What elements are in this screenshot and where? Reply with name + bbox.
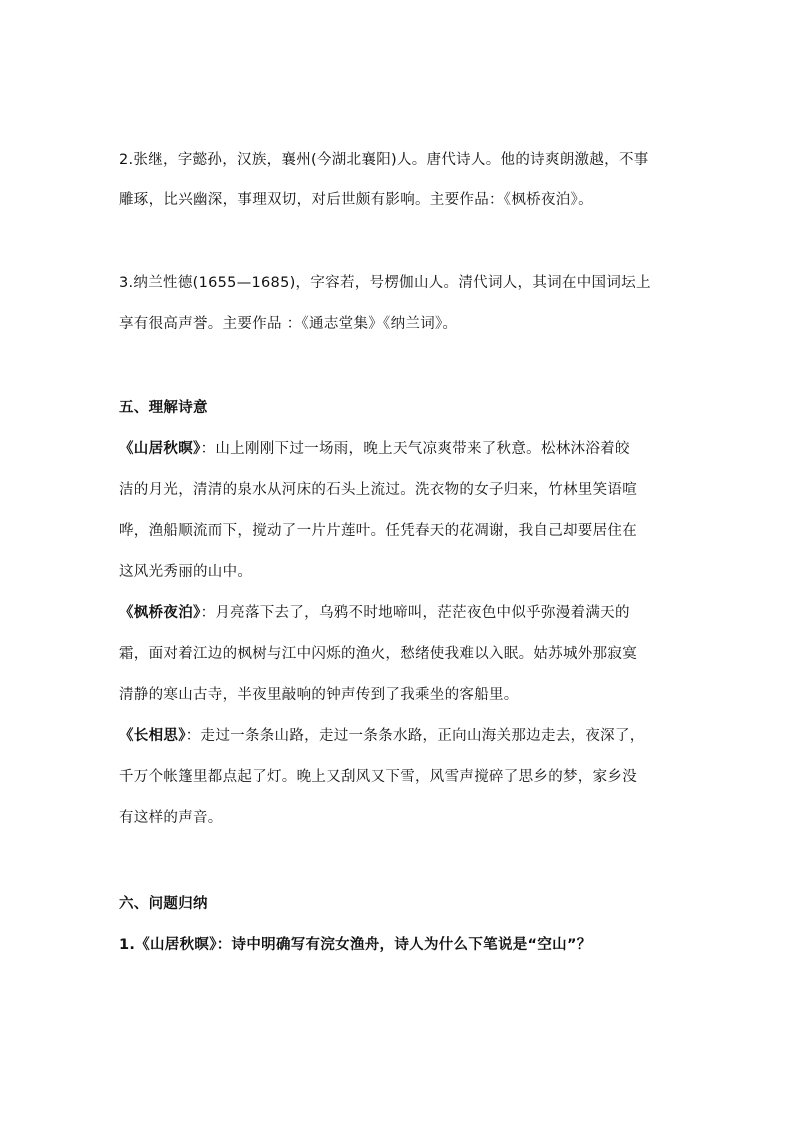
bio-zhangji-line-2: 雕琢，比兴幽深，事理双切，对后世颇有影响。主要作品：《枫桥夜泊》。 bbox=[119, 192, 593, 208]
bio-zhangji-line-1: 2.张继，字懿孙，汉族，襄州(今湖北襄阳)人。唐代诗人。他的诗爽朗激越，不事 bbox=[119, 152, 649, 168]
section-heading-understand-meaning: 五、理解诗意 bbox=[119, 400, 208, 416]
poem-title-fengqiao-yebo: 《枫桥夜泊》 bbox=[119, 605, 201, 621]
poem-shanju-qiuming-line-3: 哗，渔船顺流而下，搅动了一片片莲叶。任凭春天的花凋谢，我自己却要居住在 bbox=[119, 523, 637, 539]
poem-shanju-qiuming-line-1 bbox=[119, 439, 630, 459]
bio-nalan-line-2: 享有很高声誉。主要作品 ：《通志堂集》《纳兰词》。 bbox=[119, 316, 458, 332]
poem-changxiangsi-line-3: 有这样的声音。 bbox=[119, 810, 223, 826]
poem-changxiangsi-line-1 bbox=[119, 726, 645, 746]
poem-text: ：月亮落下去了，乌鸦不时地啼叫，茫茫夜色中似乎弥漫着满天的 bbox=[200, 605, 630, 621]
section-heading-question-summary: 六、问题归纳 bbox=[119, 896, 208, 912]
poem-changxiangsi-line-2: 千万个帐篷里都点起了灯。晚上又刮风又下雪，风雪声搅碎了思乡的梦，家乡没 bbox=[119, 769, 637, 785]
poem-shanju-qiuming-line-2: 洁的月光，清清的泉水从河床的石头上流过。洗衣物的女子归来，竹林里笑语喧 bbox=[119, 482, 637, 498]
poem-fengqiao-yebo-line-3: 清静的寒山古寺，半夜里敲响的钟声传到了我乘坐的客船里。 bbox=[119, 687, 519, 703]
poem-title-changxiangsi: 《长相思》 bbox=[119, 728, 186, 744]
poem-text: ：山上刚刚下过一场雨，晚上天气凉爽带来了秋意。松林沐浴着皎 bbox=[200, 441, 630, 457]
bio-nalan-line-1: 3.纳兰性德(1655—1685)，字容若，号楞伽山人。清代词人，其词在中国词坛上 bbox=[119, 275, 651, 291]
question-1: 1.《山居秋暝》：诗中明确写有浣女渔舟，诗人为什么下笔说是“空山”？ bbox=[119, 937, 592, 953]
poem-fengqiao-yebo-line-2: 霜，面对着江边的枫树与江中闪烁的渔火，愁绪使我难以入眠。姑苏城外那寂寞 bbox=[119, 646, 637, 662]
poem-fengqiao-yebo-line-1 bbox=[119, 603, 630, 623]
poem-text: ：走过一条条山路，走过一条条水路，正向山海关那边走去，夜深了， bbox=[185, 728, 645, 744]
poem-title-shanju-qiuming: 《山居秋暝》 bbox=[119, 441, 201, 457]
poem-shanju-qiuming-line-4: 这风光秀丽的山中。 bbox=[119, 564, 253, 580]
